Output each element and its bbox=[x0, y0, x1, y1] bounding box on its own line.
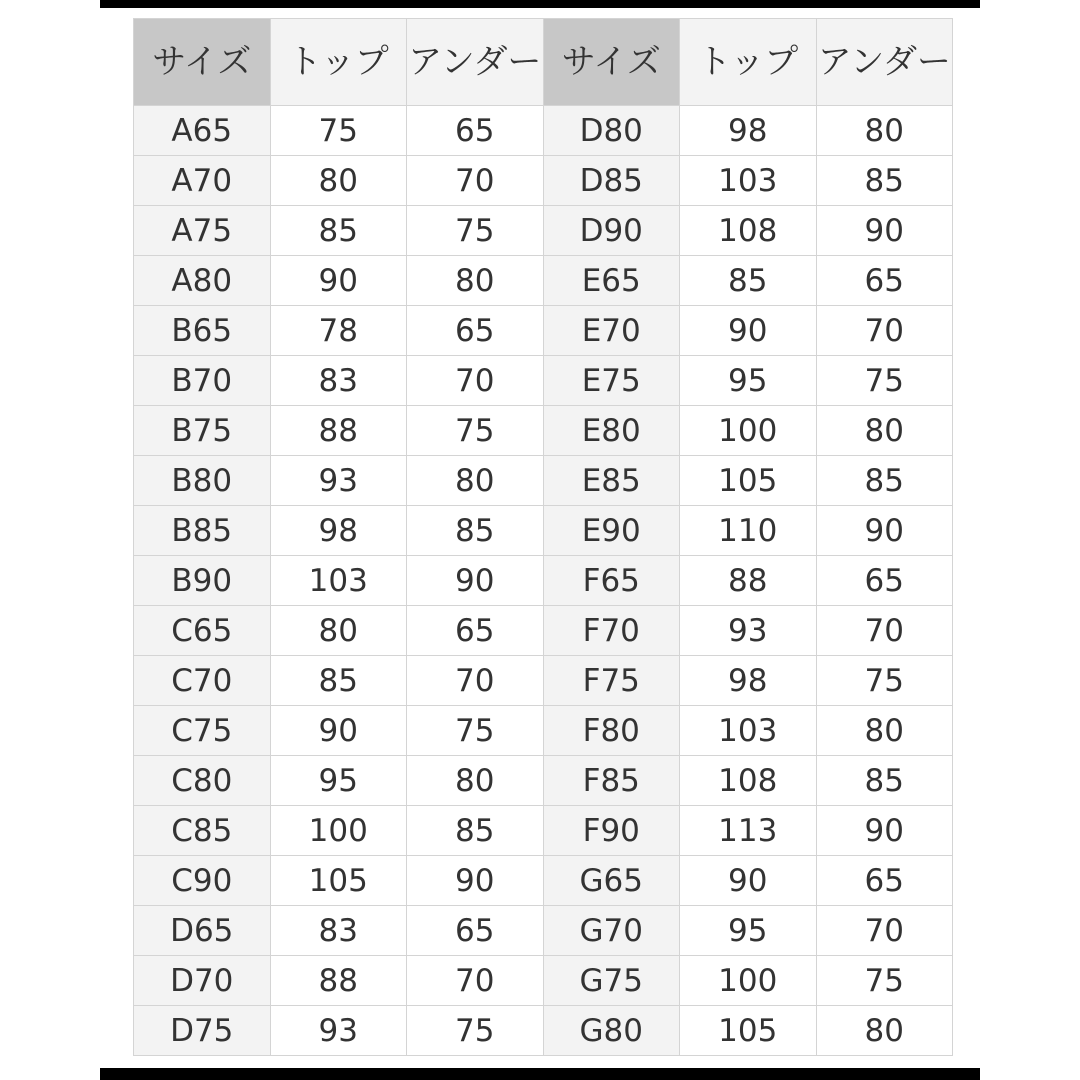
under-cell: 75 bbox=[407, 206, 544, 256]
top-cell: 103 bbox=[680, 156, 817, 206]
table-row bbox=[134, 456, 953, 506]
under-cell: 75 bbox=[816, 956, 953, 1006]
size-cell: E65 bbox=[543, 256, 680, 306]
size-cell: F65 bbox=[543, 556, 680, 606]
under-cell: 65 bbox=[816, 856, 953, 906]
bottom-black-bar bbox=[100, 1068, 980, 1080]
size-cell: F75 bbox=[543, 656, 680, 706]
under-cell: 70 bbox=[816, 606, 953, 656]
under-cell: 75 bbox=[407, 706, 544, 756]
under-cell: 70 bbox=[407, 656, 544, 706]
top-cell: 90 bbox=[680, 306, 817, 356]
under-cell: 75 bbox=[407, 1006, 544, 1056]
table-row bbox=[134, 406, 953, 456]
top-cell: 80 bbox=[270, 156, 407, 206]
under-cell: 90 bbox=[407, 856, 544, 906]
size-cell: G65 bbox=[543, 856, 680, 906]
size-cell: G70 bbox=[543, 906, 680, 956]
table-body bbox=[134, 106, 953, 1056]
table-row bbox=[134, 706, 953, 756]
top-cell: 98 bbox=[270, 506, 407, 556]
top-cell: 85 bbox=[680, 256, 817, 306]
table-row bbox=[134, 206, 953, 256]
table-row bbox=[134, 806, 953, 856]
top-cell: 93 bbox=[680, 606, 817, 656]
size-cell: B80 bbox=[134, 456, 271, 506]
size-cell: B65 bbox=[134, 306, 271, 356]
table-row bbox=[134, 106, 953, 156]
under-cell: 90 bbox=[407, 556, 544, 606]
under-cell: 85 bbox=[407, 506, 544, 556]
table-row bbox=[134, 256, 953, 306]
under-cell: 85 bbox=[816, 156, 953, 206]
header-top: トップ bbox=[270, 19, 407, 106]
top-cell: 85 bbox=[270, 206, 407, 256]
top-cell: 93 bbox=[270, 456, 407, 506]
size-cell: D85 bbox=[543, 156, 680, 206]
top-cell: 108 bbox=[680, 206, 817, 256]
top-cell: 95 bbox=[270, 756, 407, 806]
under-cell: 80 bbox=[816, 1006, 953, 1056]
top-cell: 113 bbox=[680, 806, 817, 856]
size-cell: B75 bbox=[134, 406, 271, 456]
top-cell: 95 bbox=[680, 906, 817, 956]
under-cell: 70 bbox=[407, 156, 544, 206]
table-row bbox=[134, 306, 953, 356]
size-cell: C90 bbox=[134, 856, 271, 906]
size-cell: C65 bbox=[134, 606, 271, 656]
under-cell: 75 bbox=[816, 656, 953, 706]
table-row bbox=[134, 356, 953, 406]
top-cell: 75 bbox=[270, 106, 407, 156]
size-cell: D80 bbox=[543, 106, 680, 156]
size-cell: B85 bbox=[134, 506, 271, 556]
size-cell: E85 bbox=[543, 456, 680, 506]
top-cell: 108 bbox=[680, 756, 817, 806]
size-cell: A75 bbox=[134, 206, 271, 256]
under-cell: 65 bbox=[407, 106, 544, 156]
size-cell: C85 bbox=[134, 806, 271, 856]
top-cell: 110 bbox=[680, 506, 817, 556]
size-cell: A80 bbox=[134, 256, 271, 306]
size-cell: D75 bbox=[134, 1006, 271, 1056]
top-cell: 93 bbox=[270, 1006, 407, 1056]
top-cell: 83 bbox=[270, 906, 407, 956]
under-cell: 65 bbox=[407, 306, 544, 356]
under-cell: 65 bbox=[816, 556, 953, 606]
under-cell: 80 bbox=[816, 406, 953, 456]
size-cell: E80 bbox=[543, 406, 680, 456]
header-size: サイズ bbox=[134, 19, 271, 106]
table-row bbox=[134, 756, 953, 806]
bra-size-table bbox=[133, 18, 953, 1056]
top-cell: 98 bbox=[680, 656, 817, 706]
size-cell: C70 bbox=[134, 656, 271, 706]
size-cell: A65 bbox=[134, 106, 271, 156]
under-cell: 65 bbox=[407, 906, 544, 956]
under-cell: 80 bbox=[407, 756, 544, 806]
table-row bbox=[134, 156, 953, 206]
size-cell: C75 bbox=[134, 706, 271, 756]
table-row bbox=[134, 856, 953, 906]
size-cell: E70 bbox=[543, 306, 680, 356]
size-cell: F90 bbox=[543, 806, 680, 856]
under-cell: 70 bbox=[816, 906, 953, 956]
top-cell: 80 bbox=[270, 606, 407, 656]
top-cell: 100 bbox=[680, 956, 817, 1006]
table-row bbox=[134, 906, 953, 956]
under-cell: 90 bbox=[816, 806, 953, 856]
under-cell: 75 bbox=[407, 406, 544, 456]
top-cell: 83 bbox=[270, 356, 407, 406]
top-cell: 88 bbox=[680, 556, 817, 606]
size-cell: G75 bbox=[543, 956, 680, 1006]
table-row bbox=[134, 556, 953, 606]
under-cell: 80 bbox=[816, 706, 953, 756]
size-cell: F85 bbox=[543, 756, 680, 806]
under-cell: 90 bbox=[816, 506, 953, 556]
under-cell: 80 bbox=[407, 256, 544, 306]
under-cell: 65 bbox=[407, 606, 544, 656]
table-row bbox=[134, 606, 953, 656]
header-under: アンダー bbox=[407, 19, 544, 106]
top-cell: 90 bbox=[270, 706, 407, 756]
top-cell: 85 bbox=[270, 656, 407, 706]
under-cell: 70 bbox=[816, 306, 953, 356]
under-cell: 70 bbox=[407, 956, 544, 1006]
under-cell: 90 bbox=[816, 206, 953, 256]
size-cell: C80 bbox=[134, 756, 271, 806]
size-cell: F80 bbox=[543, 706, 680, 756]
size-cell: E90 bbox=[543, 506, 680, 556]
size-cell: F70 bbox=[543, 606, 680, 656]
size-cell: D90 bbox=[543, 206, 680, 256]
under-cell: 85 bbox=[816, 456, 953, 506]
size-cell: E75 bbox=[543, 356, 680, 406]
top-cell: 105 bbox=[680, 456, 817, 506]
top-cell: 90 bbox=[680, 856, 817, 906]
top-cell: 90 bbox=[270, 256, 407, 306]
size-cell: B90 bbox=[134, 556, 271, 606]
under-cell: 85 bbox=[407, 806, 544, 856]
header-size: サイズ bbox=[543, 19, 680, 106]
size-cell: D65 bbox=[134, 906, 271, 956]
size-cell: D70 bbox=[134, 956, 271, 1006]
size-cell: A70 bbox=[134, 156, 271, 206]
under-cell: 80 bbox=[816, 106, 953, 156]
table-row bbox=[134, 506, 953, 556]
top-cell: 88 bbox=[270, 956, 407, 1006]
header-under: アンダー bbox=[816, 19, 953, 106]
table-row bbox=[134, 1006, 953, 1056]
top-cell: 88 bbox=[270, 406, 407, 456]
top-black-bar bbox=[100, 0, 980, 8]
under-cell: 85 bbox=[816, 756, 953, 806]
under-cell: 65 bbox=[816, 256, 953, 306]
top-cell: 95 bbox=[680, 356, 817, 406]
top-cell: 78 bbox=[270, 306, 407, 356]
header-row bbox=[134, 19, 953, 106]
under-cell: 75 bbox=[816, 356, 953, 406]
table-row bbox=[134, 956, 953, 1006]
top-cell: 105 bbox=[270, 856, 407, 906]
table-row bbox=[134, 656, 953, 706]
top-cell: 103 bbox=[680, 706, 817, 756]
top-cell: 100 bbox=[270, 806, 407, 856]
header-top: トップ bbox=[680, 19, 817, 106]
under-cell: 70 bbox=[407, 356, 544, 406]
top-cell: 98 bbox=[680, 106, 817, 156]
top-cell: 100 bbox=[680, 406, 817, 456]
top-cell: 105 bbox=[680, 1006, 817, 1056]
size-cell: G80 bbox=[543, 1006, 680, 1056]
under-cell: 80 bbox=[407, 456, 544, 506]
top-cell: 103 bbox=[270, 556, 407, 606]
size-cell: B70 bbox=[134, 356, 271, 406]
